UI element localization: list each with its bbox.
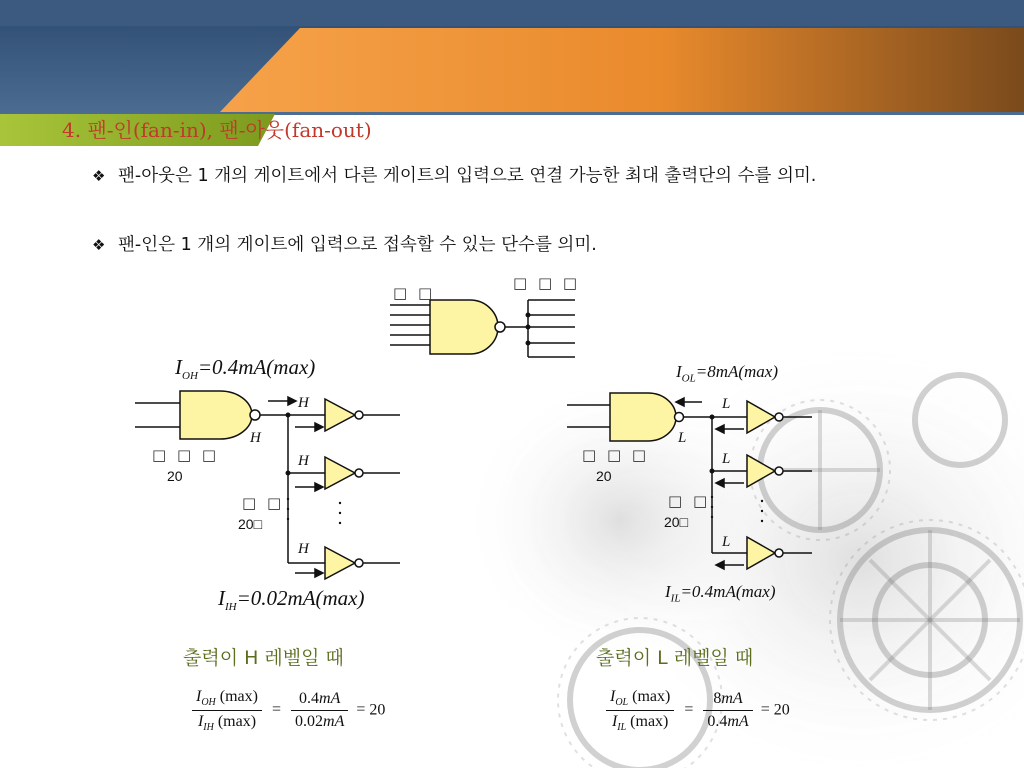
eq-value: 0.02	[295, 713, 324, 731]
left-eq-fraction-2	[291, 690, 348, 731]
left-ioh-formula	[175, 355, 315, 382]
eq-unit: mA	[727, 713, 749, 731]
formula-value: =0.4mA(max)	[680, 582, 776, 601]
eq-subscript: OL	[615, 697, 629, 709]
eq-sign: =	[356, 701, 366, 719]
right-box-number: 20	[596, 468, 612, 484]
left-eq-fraction-1	[192, 688, 262, 733]
eq-text: (max)	[630, 713, 669, 731]
eq-text: (max)	[632, 688, 671, 705]
bullet-fan-in	[92, 232, 982, 259]
formula-symbol: I	[218, 586, 225, 610]
right-branch-level-1: L	[722, 396, 731, 412]
formula-value: =0.02mA(max)	[236, 586, 365, 610]
right-branch-level-3: L	[722, 534, 731, 550]
right-count-number: 20□	[664, 514, 689, 530]
left-fanout-equation	[192, 688, 385, 733]
bullet-text: 팬-아웃은 1 개의 게이트에서 다른 게이트의 입력으로 연결 가능한 최대 출력단의 수를 의미.	[118, 166, 817, 186]
bullet-fan-out	[92, 163, 982, 190]
right-caption: 출력이 L 레벨일 때	[596, 647, 754, 669]
formula-subscript: OL	[681, 372, 696, 385]
eq-result: 20	[369, 701, 386, 719]
formula-subscript: IL	[670, 592, 681, 605]
right-iil-formula	[665, 582, 775, 604]
left-box-label: □ □ □	[152, 446, 220, 464]
eq-unit: mA	[323, 713, 345, 731]
top-diagram-input-label: □ □	[393, 284, 436, 302]
right-circuit-diagram	[562, 385, 822, 585]
right-branch-level-2: L	[722, 451, 731, 467]
top-gate-diagram	[385, 295, 585, 365]
left-circuit-diagram	[130, 385, 420, 585]
right-box-label: □ □ □	[582, 446, 650, 464]
right-iol-formula	[676, 362, 778, 384]
left-caption: 출력이 H 레벨일 때	[183, 647, 344, 669]
eq-subscript: IL	[617, 722, 627, 734]
formula-symbol: I	[665, 582, 671, 601]
eq-result: 20	[773, 701, 790, 719]
eq-value: 0.4	[299, 690, 320, 708]
eq-symbol: I	[197, 713, 204, 731]
left-branch-level-3: H	[298, 541, 309, 557]
left-count-number: 20□	[238, 516, 263, 532]
bullet-marker-icon: ❖	[92, 236, 106, 254]
eq-text: (max)	[219, 688, 258, 705]
eq-unit: mA	[721, 690, 743, 708]
left-output-level: H	[250, 430, 261, 446]
eq-sign: =	[684, 701, 694, 719]
eq-text: (max)	[217, 713, 257, 731]
formula-subscript: OH	[182, 370, 198, 383]
eq-value: 0.4	[707, 713, 728, 731]
eq-value: 8	[713, 690, 722, 708]
formula-subscript: IH	[225, 601, 237, 614]
top-diagram-output-label: □ □ □	[513, 274, 581, 292]
formula-symbol: I	[676, 362, 682, 381]
eq-symbol: I	[610, 688, 616, 705]
formula-value: =8mA(max)	[695, 362, 779, 381]
eq-symbol: I	[196, 688, 202, 705]
formula-value: =0.4mA(max)	[197, 355, 316, 379]
right-count-label: □ □	[668, 492, 711, 510]
eq-sign: =	[271, 701, 282, 719]
left-iih-formula	[218, 586, 365, 613]
left-branch-level-2: H	[298, 453, 309, 469]
formula-symbol: I	[175, 355, 182, 379]
eq-symbol: I	[611, 713, 618, 731]
eq-sign: =	[760, 701, 770, 719]
left-branch-level-1: H	[298, 395, 309, 411]
right-output-level: L	[678, 430, 687, 446]
right-fanout-equation	[606, 688, 790, 733]
right-eq-fraction-1	[606, 688, 674, 733]
eq-unit: mA	[319, 690, 341, 708]
eq-subscript: OH	[201, 697, 216, 709]
left-box-number: 20	[167, 468, 183, 484]
eq-subscript: IH	[203, 722, 214, 734]
left-count-label: □ □	[242, 494, 285, 512]
right-eq-fraction-2	[703, 690, 752, 731]
slide-title: 4. 팬-인(fan-in), 팬-아웃(fan-out)	[62, 118, 372, 142]
bullet-marker-icon: ❖	[92, 167, 106, 185]
bullet-text: 팬-인은 1 개의 게이트에 입력으로 접속할 수 있는 단수를 의미.	[118, 235, 597, 255]
